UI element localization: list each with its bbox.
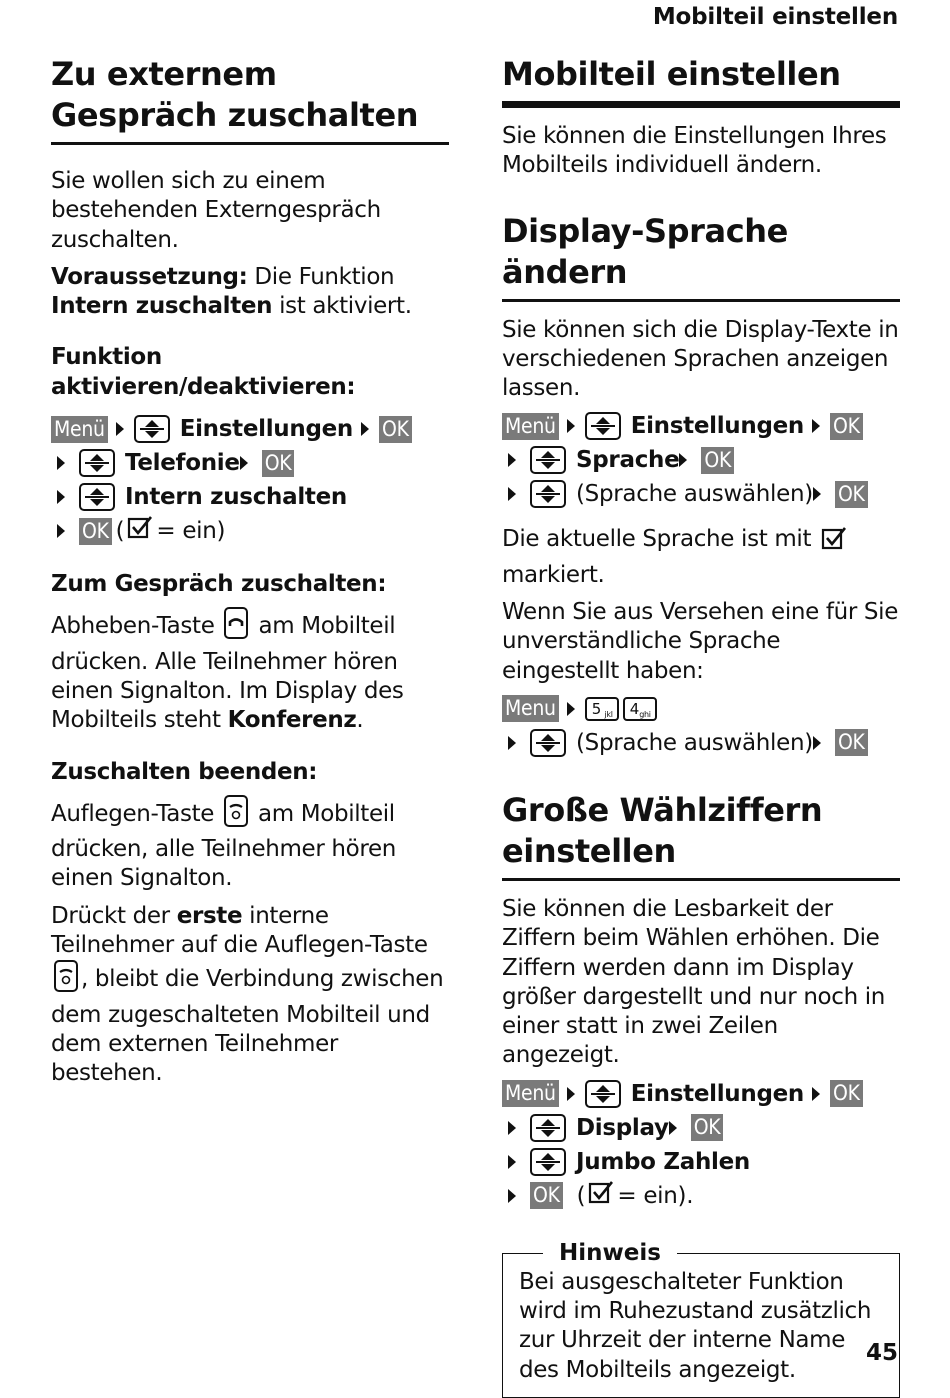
step-row xyxy=(502,1111,900,1145)
running-head: Mobilteil einstellen xyxy=(652,4,898,30)
menu-item-settings: Einstellungen xyxy=(179,416,353,443)
ok-key: OK xyxy=(830,413,863,440)
select-language-text: (Sprache auswählen) xyxy=(576,481,813,508)
off-hook-key-icon xyxy=(224,607,248,647)
nav-key-icon xyxy=(530,1114,566,1142)
hint-title: Hinweis xyxy=(543,1239,677,1267)
step-row xyxy=(51,412,449,446)
step-row xyxy=(502,726,900,760)
join-text3: . xyxy=(356,707,364,734)
arrow-icon xyxy=(567,1087,575,1101)
on-text: = ein). xyxy=(617,1182,694,1209)
nav-key-icon xyxy=(134,415,170,443)
step-row xyxy=(502,1179,900,1213)
mistake-text: Wenn Sie aus Versehen eine für Sie unverständliche Sprache eingestellt haben: xyxy=(502,599,898,684)
activate-heading: Funktion aktivieren/deaktivieren: xyxy=(51,344,356,400)
menu-item-display: Display xyxy=(576,1114,669,1141)
arrow-icon xyxy=(508,487,516,501)
ok-key: OK xyxy=(79,518,112,545)
on-text: = ein) xyxy=(156,518,226,545)
digit-4-letters: ghi xyxy=(639,709,651,719)
step-row xyxy=(502,477,900,511)
current-text2: markiert. xyxy=(502,561,605,588)
ok-key: OK xyxy=(830,1080,863,1107)
arrow-icon xyxy=(240,456,248,470)
prereq-label: Voraussetzung: xyxy=(51,263,248,290)
on-hook-key-icon xyxy=(54,960,78,1000)
join-text1: Abheben-Taste xyxy=(51,613,215,640)
hint-text: Bei ausgeschalteter Funktion wird im Ruhezustand zusätzlich zur Uhrzeit der interne Name des Mobilteils angezeigt. xyxy=(519,1268,872,1383)
arrow-icon xyxy=(508,1189,516,1203)
first-text1: Drückt der xyxy=(51,902,177,929)
digit-5-label: 5 xyxy=(591,699,601,718)
current-text1: Die aktuelle Sprache ist mit xyxy=(502,526,812,553)
arrow-icon xyxy=(812,419,820,433)
current-language-text xyxy=(502,525,900,590)
arrow-icon xyxy=(813,487,821,501)
prereq-text2: ist aktiviert. xyxy=(272,293,412,320)
hint-box xyxy=(502,1239,900,1398)
nav-key-icon xyxy=(530,1148,566,1176)
arrow-icon xyxy=(116,422,124,436)
menu-key: Menü xyxy=(502,1080,559,1107)
intro-text: Sie wollen sich zu einem bestehenden Externgespräch zuschalten. xyxy=(51,168,381,253)
on-open: ( xyxy=(576,1182,586,1209)
section-title-display-language: Display-Sprache ändern xyxy=(502,211,900,302)
ok-key: OK xyxy=(691,1114,724,1141)
section-title-external-call: Zu externem Gespräch zuschalten xyxy=(51,54,449,145)
arrow-icon xyxy=(361,422,369,436)
step-row xyxy=(502,692,900,726)
menu-key: Menü xyxy=(51,416,108,443)
step-row xyxy=(502,1145,900,1179)
left-column xyxy=(51,54,449,1089)
step-row xyxy=(502,443,900,477)
activate-steps xyxy=(51,412,449,548)
arrow-icon xyxy=(57,456,65,470)
menu-item-jumbo-digits: Jumbo Zahlen xyxy=(576,1148,750,1175)
reset-language-steps xyxy=(502,692,900,760)
menu-item-settings: Einstellungen xyxy=(630,413,804,440)
language-steps xyxy=(502,409,900,511)
join-text xyxy=(51,607,449,735)
step-row xyxy=(502,1077,900,1111)
on-open: ( xyxy=(115,518,125,545)
first-participant-text xyxy=(51,902,449,1089)
prereq-bold: Intern zuschalten xyxy=(51,293,273,320)
prerequisite-text xyxy=(51,263,449,322)
digit-4-label: 4 xyxy=(629,699,639,718)
first-text3: , bleibt die Verbindung zwischen dem zugeschalteten Mobilteil und dem externen Teilnehmer bestehen. xyxy=(51,966,444,1087)
arrow-icon xyxy=(508,1121,516,1135)
join-bold: Konferenz xyxy=(227,707,357,734)
step-row xyxy=(502,409,900,443)
ok-key: OK xyxy=(379,416,412,443)
nav-key-icon xyxy=(530,729,566,757)
menu-item-intern-join: Intern zuschalten xyxy=(125,484,347,511)
step-row xyxy=(51,446,449,480)
language-intro-text: Sie können sich die Display-Texte in verschiedenen Sprachen anzeigen lassen. xyxy=(502,316,899,402)
section-title-handset-settings: Mobilteil einstellen xyxy=(502,54,900,108)
first-bold: erste xyxy=(176,902,243,929)
select-language-text: (Sprache auswählen) xyxy=(576,729,813,756)
step-row xyxy=(51,514,449,548)
arrow-icon xyxy=(508,736,516,750)
arrow-icon xyxy=(567,419,575,433)
step-row xyxy=(51,480,449,514)
checkbox-checked-icon xyxy=(127,515,153,547)
arrow-icon xyxy=(57,524,65,538)
checkbox-checked-icon xyxy=(821,526,847,560)
arrow-icon xyxy=(508,1155,516,1169)
nav-key-icon xyxy=(530,480,566,508)
digit-key-5 xyxy=(585,697,619,721)
nav-key-icon xyxy=(585,412,621,440)
page-number: 45 xyxy=(865,1340,898,1366)
menu-item-telephony: Telefonie xyxy=(125,450,240,477)
ok-key: OK xyxy=(835,481,868,508)
first-text2: interne Teilnehmer auf die Auflegen-Taste xyxy=(51,902,428,959)
ok-key: OK xyxy=(262,450,295,477)
arrow-icon xyxy=(508,453,516,467)
right-column xyxy=(502,54,900,1398)
digit-key-4 xyxy=(623,697,657,721)
end-text2: am Mobilteil drücken, alle Teilnehmer hören einen Signalton. xyxy=(51,800,396,892)
section-title-large-digits: Große Wählziffern einstellen xyxy=(502,790,900,881)
arrow-icon xyxy=(812,1087,820,1101)
arrow-icon xyxy=(669,1121,677,1135)
settings-intro-text: Sie können die Einstellungen Ihres Mobilteils individuell ändern. xyxy=(502,123,887,179)
prereq-text1: Die Funktion xyxy=(247,263,395,290)
digits-intro-text: Sie können die Lesbarkeit der Ziffern beim Wählen erhöhen. Die Ziffern werden dann im Display größer dargestellt und nur noch in einer statt in zwei Zeilen angezeigt. xyxy=(502,895,886,1069)
arrow-icon xyxy=(567,702,575,716)
end-text xyxy=(51,795,449,894)
ok-key: OK xyxy=(835,729,868,756)
arrow-icon xyxy=(813,736,821,750)
nav-key-icon xyxy=(79,483,115,511)
nav-key-icon xyxy=(530,446,566,474)
digits-steps xyxy=(502,1077,900,1213)
menu-key: Menu xyxy=(502,695,559,722)
nav-key-icon xyxy=(585,1080,621,1108)
join-text2: am Mobilteil drücken. Alle Teilnehmer hören einen Signalton. Im Display des Mobilteils steht xyxy=(51,613,404,734)
menu-key: Menü xyxy=(502,413,559,440)
join-heading: Zum Gespräch zuschalten: xyxy=(51,571,387,598)
digit-5-letters: jkl xyxy=(604,709,613,719)
menu-item-language: Sprache xyxy=(576,447,680,474)
checkbox-checked-icon xyxy=(588,1180,614,1212)
arrow-icon xyxy=(679,453,687,467)
arrow-icon xyxy=(57,490,65,504)
on-hook-key-icon xyxy=(224,795,248,835)
nav-key-icon xyxy=(79,449,115,477)
ok-key: OK xyxy=(701,447,734,474)
end-text1: Auflegen-Taste xyxy=(51,800,215,827)
menu-item-settings: Einstellungen xyxy=(630,1080,804,1107)
ok-key: OK xyxy=(530,1182,563,1209)
end-heading: Zuschalten beenden: xyxy=(51,758,318,785)
